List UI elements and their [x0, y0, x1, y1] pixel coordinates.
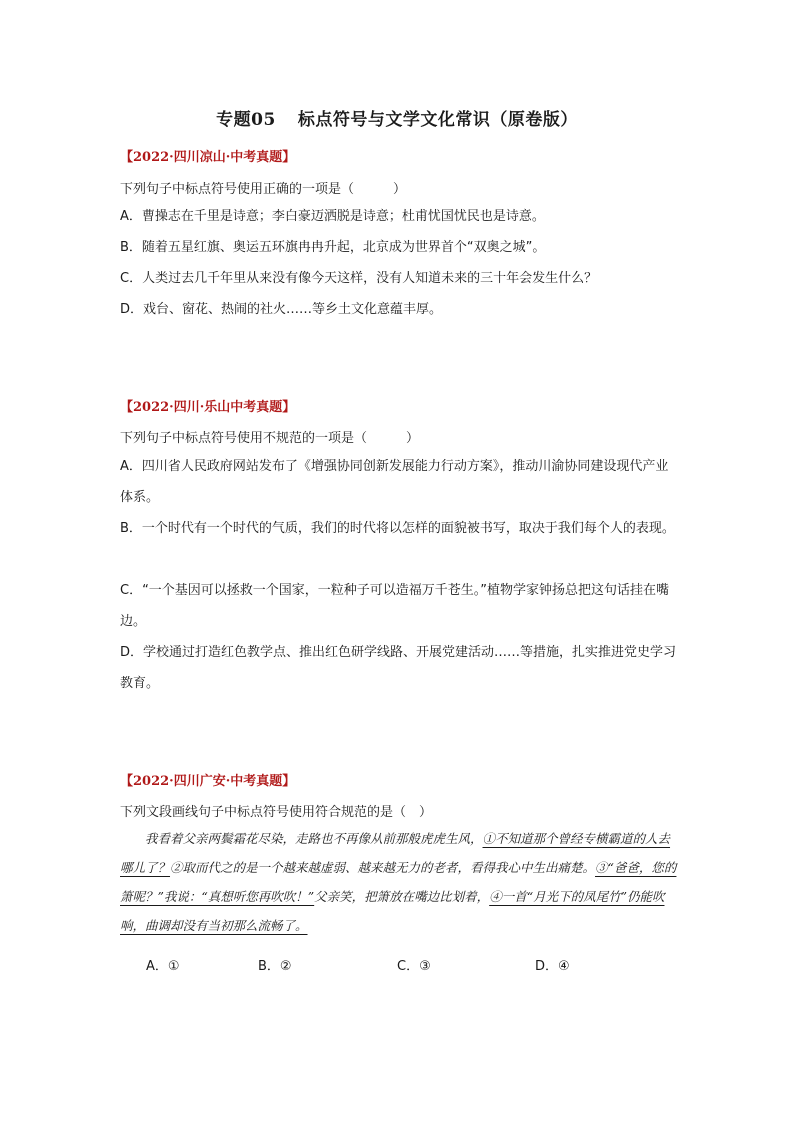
q2-stem: 下列句子中标点符号使用不规范的一项是（ ） — [120, 431, 420, 446]
q3-choice-c: C．③ — [397, 959, 431, 974]
q3-choice-d: D．④ — [535, 959, 570, 974]
q2-option-c: C．“一个基因可以拯救一个国家，一粒种子可以造福万千苍生。”植物学家钟扬总把这句话挂在嘴边。 — [120, 583, 670, 629]
q3-source: 【2022·四川广安·中考真题】 — [120, 774, 296, 789]
q1-source: 【2022·四川凉山·中考真题】 — [120, 150, 296, 165]
q3-stem: 下列文段画线句子中标点符号使用符合规范的是（ ） — [120, 805, 433, 820]
q1-option-d: D．戏台、窗花、热闹的社火……等乡土文化意蕴丰厚。 — [120, 302, 443, 317]
q3-passage — [120, 824, 680, 940]
q1-stem: 下列句子中标点符号使用正确的一项是（ ） — [120, 182, 407, 197]
q3-choice-a: A．① — [146, 959, 180, 974]
underlined-sentence-1: ①不知道那个曾经专横霸道的人去哪儿了？ — [120, 831, 671, 875]
underlined-sentence-4: ④一首“月光下的凤尾竹”仍能吹响，曲调却没有当初那么流畅了。 — [120, 889, 665, 933]
q2-option-b: B．一个时代有一个时代的气质，我们的时代将以怎样的面貌被书写，取决于我们每个人的表现。 — [120, 521, 675, 536]
q2-option-a: A．四川省人民政府网站发布了《增强协同创新发展能力行动方案》，推动川渝协同建设现代产业体系。 — [120, 459, 669, 505]
q2-option-d: D．学校通过打造红色教学点、推出红色研学线路、开展党建活动……等措施，扎实推进党史学习教育。 — [120, 645, 677, 691]
q1-option-b: B．随着五星红旗、奥运五环旗冉冉升起，北京成为世界首个“双奥之城”。 — [120, 240, 546, 255]
passage-text-2: ②取而代之的是一个越来越虚弱、越来越无力的老者，看得我心中生出痛楚。 — [170, 860, 596, 875]
q3-choice-b: B．② — [258, 959, 292, 974]
passage-text-3: 父亲笑，把箫放在嘴边比划着， — [314, 889, 490, 904]
q2-source: 【2022·四川·乐山中考真题】 — [120, 400, 296, 415]
passage-text-1: 我看着父亲两鬓霜花尽染，走路也不再像从前那般虎虎生风， — [145, 831, 483, 846]
q1-option-a: A．曹操志在千里是诗意；李白豪迈洒脱是诗意；杜甫忧国忧民也是诗意。 — [120, 209, 545, 224]
page-title — [0, 105, 794, 130]
title-text: 标点符号与文学文化常识（原卷版） — [297, 110, 578, 130]
underlined-sentence-3: ③“爸爸，您的箫呢？”我说：“真想听您再吹吹！” — [120, 860, 677, 904]
q1-option-c: C．人类过去几千年里从来没有像今天这样，没有人知道未来的三十年会发生什么？ — [120, 271, 598, 286]
title-prefix: 专题05 — [216, 110, 276, 130]
